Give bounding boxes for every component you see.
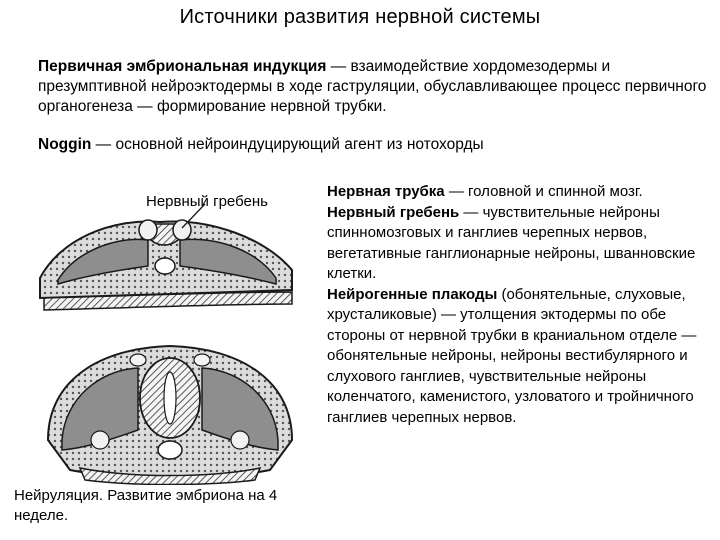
induction-text: — взаимодействие хордомезодермы и презумптивной нейроэктодермы в ходе гаструляции, обуславливающее процесс первичного органогенеза — формирование нервной трубки. bbox=[38, 58, 707, 115]
sources-list bbox=[327, 182, 707, 428]
source-text: (обонятельные, слуховые, хрусталиковые) — утолщения эктодермы по обе стороны от нервной трубки в краниальном отделе — обонятельные нейроны, нейроны вестибулярного и слухового ганглиев, чувствительные нейроны коленчатого, каменистого, узловатого и тройничного ганглиев черепных нервов. bbox=[327, 285, 697, 426]
source-item-placodes bbox=[327, 285, 707, 429]
source-term: Нервная трубка bbox=[327, 183, 445, 200]
neural-crest-label: Нервный гребень bbox=[146, 193, 268, 210]
figure-caption: Нейруляция. Развитие эмбриона на 4 неделе. bbox=[14, 487, 278, 524]
induction-term: Первичная эмбриональная индукция bbox=[38, 58, 327, 75]
neurulation-diagram-early bbox=[30, 200, 300, 320]
neurulation-diagram-late bbox=[40, 330, 300, 485]
induction-paragraph bbox=[38, 57, 714, 117]
source-text: — головной и спинной мозг. bbox=[444, 183, 643, 200]
slide-title: Источники развития нервной системы bbox=[179, 6, 541, 28]
source-item-neural-tube bbox=[327, 182, 707, 203]
noggin-paragraph bbox=[38, 135, 678, 155]
noggin-text: — основной нейроиндуцирующий агент из нотохорды bbox=[91, 136, 484, 153]
noggin-term: Noggin bbox=[38, 136, 92, 153]
source-text: — чувствительные нейроны спинномозговых и ганглиев черепных нервов, вегетативные ганглионарные нейроны, шванновские клетки. bbox=[327, 203, 696, 282]
source-term: Нейрогенные плакоды bbox=[327, 285, 498, 303]
source-term: Нервный гребень bbox=[327, 203, 460, 221]
source-item-neural-crest bbox=[327, 203, 707, 285]
